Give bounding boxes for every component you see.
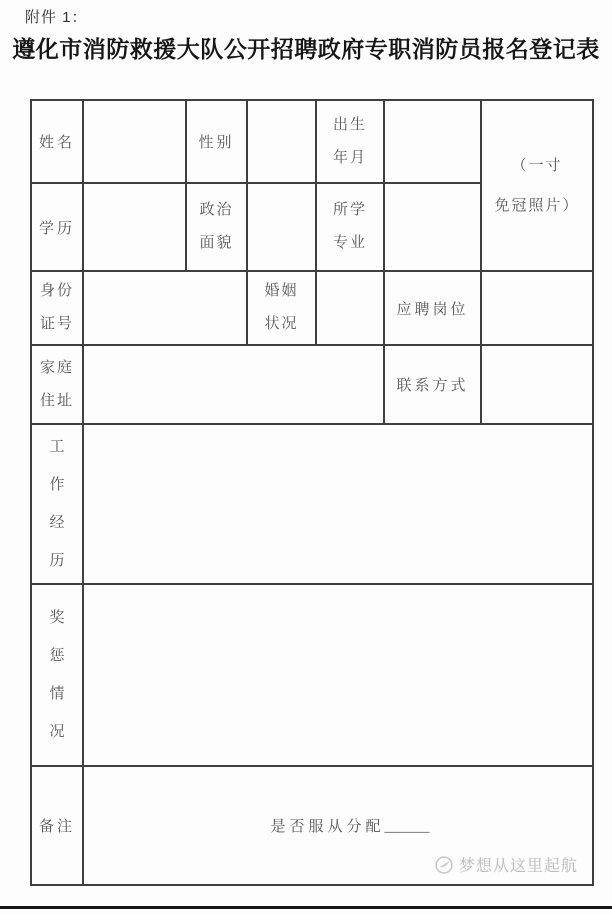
- work-experience-label: [31, 424, 83, 584]
- table-row: [31, 100, 593, 183]
- political-status-label-line2: 面貌: [199, 235, 234, 251]
- watermark: [434, 853, 578, 876]
- political-status-value-cell[interactable]: [247, 183, 316, 271]
- birth-date-label-line1: 出生: [332, 116, 367, 133]
- id-number-label-line2: 证号: [39, 316, 74, 332]
- major-label: [316, 183, 384, 271]
- education-label: 学历: [31, 183, 83, 271]
- id-number-label-line1: 身份: [39, 283, 74, 299]
- political-status-label-line1: 政治: [199, 202, 234, 218]
- remarks-value-cell[interactable]: [83, 766, 593, 885]
- political-status-label: [186, 183, 247, 271]
- marital-status-value-cell[interactable]: [316, 271, 384, 345]
- marital-status-label: [247, 271, 316, 345]
- awards-punishments-label-char1: 奖: [49, 610, 65, 626]
- photo-note-line1: （一寸: [511, 157, 563, 174]
- awards-punishments-label-char4: 况: [49, 724, 65, 740]
- registration-form-table: [30, 99, 594, 886]
- obey-assignment-blank-line: ______: [384, 819, 430, 835]
- dream-logo-icon: [434, 855, 454, 875]
- name-value-cell[interactable]: [83, 100, 186, 183]
- birth-date-label: [316, 100, 384, 183]
- attachment-label: 附件 1：: [25, 9, 88, 26]
- awards-punishments-label: [31, 584, 83, 766]
- marital-status-label-line2: 状况: [264, 316, 299, 332]
- marital-status-label-line1: 婚姻: [264, 283, 299, 299]
- awards-punishments-label-char2: 惩: [49, 648, 65, 664]
- table-row: [31, 584, 593, 766]
- awards-punishments-label-char3: 情: [49, 686, 65, 702]
- home-address-label-line1: 家庭: [39, 359, 74, 376]
- id-number-value-cell[interactable]: [83, 271, 247, 345]
- remarks-label: 备注: [31, 766, 83, 885]
- position-applied-label: 应聘岗位: [384, 271, 481, 345]
- table-row: [31, 271, 593, 345]
- home-address-label-line2: 住址: [39, 392, 74, 409]
- work-experience-label-char1: 工: [49, 439, 65, 455]
- obey-assignment-label: 是否服从分配: [270, 819, 385, 835]
- page-title: 遵化市消防救援大队公开招聘政府专职消防员报名登记表: [12, 36, 600, 62]
- table-row: [31, 345, 593, 424]
- work-experience-label-char2: 作: [49, 477, 65, 493]
- work-experience-value-cell[interactable]: [83, 424, 593, 584]
- birth-date-label-line2: 年月: [332, 149, 367, 166]
- contact-info-value-cell[interactable]: [481, 345, 593, 424]
- photo-placeholder-cell[interactable]: [481, 100, 593, 271]
- major-label-line2: 专业: [332, 235, 367, 251]
- work-experience-label-char3: 经: [49, 515, 65, 531]
- contact-info-label: 联系方式: [384, 345, 481, 424]
- gender-label: 性别: [186, 100, 247, 183]
- table-row: [31, 766, 593, 885]
- major-value-cell[interactable]: [384, 183, 481, 271]
- home-address-value-cell[interactable]: [83, 345, 384, 424]
- watermark-text: 梦想从这里起航: [458, 858, 578, 875]
- home-address-label: [31, 345, 83, 424]
- position-applied-value-cell[interactable]: [481, 271, 593, 345]
- photo-note-line2: 免冠照片）: [494, 197, 580, 214]
- table-row: [31, 424, 593, 584]
- name-label: 姓名: [31, 100, 83, 183]
- awards-punishments-value-cell[interactable]: [83, 584, 593, 766]
- birth-date-value-cell[interactable]: [384, 100, 481, 183]
- gender-value-cell[interactable]: [247, 100, 316, 183]
- id-number-label: [31, 271, 83, 345]
- education-value-cell[interactable]: [83, 183, 186, 271]
- major-label-line1: 所学: [332, 202, 367, 218]
- work-experience-label-char4: 历: [49, 553, 65, 569]
- bottom-separator-line: [0, 906, 612, 909]
- obey-assignment-text: [84, 815, 592, 836]
